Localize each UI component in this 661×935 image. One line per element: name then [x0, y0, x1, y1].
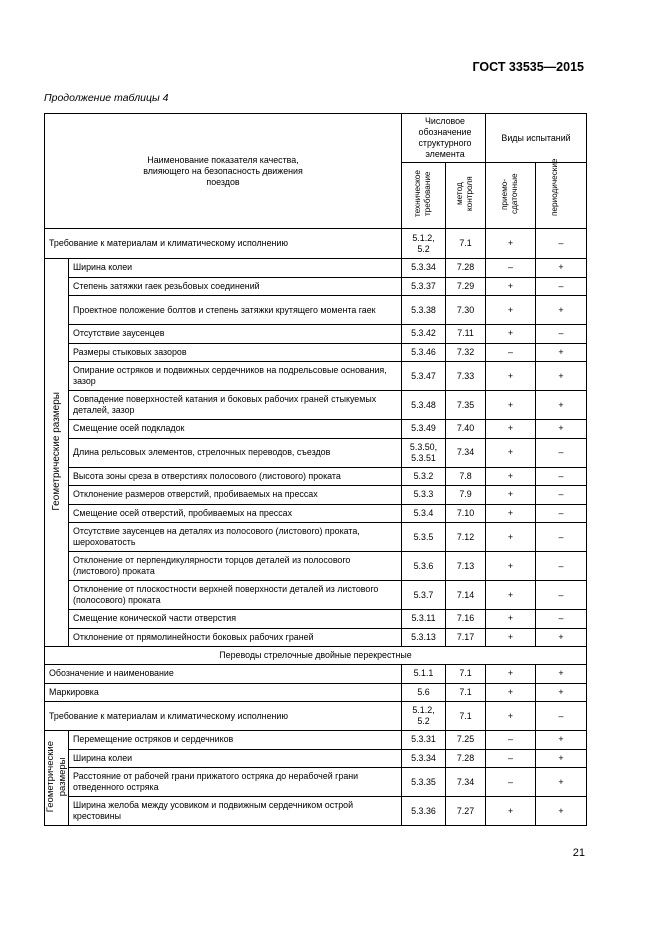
- control-method-ref: 7.34: [446, 438, 486, 467]
- indicator-name: Отклонение от прямолинейности боковых рабочих граней: [69, 628, 402, 647]
- tech-requirement-ref: 5.3.34: [402, 749, 446, 768]
- indicator-name: Ширина колеи: [69, 259, 402, 278]
- table-caption: Продолжение таблицы 4: [44, 92, 169, 104]
- quality-indicators-table: [44, 113, 587, 826]
- acceptance-test-mark: +: [486, 523, 536, 552]
- group-label-text: Геометрические размеры: [50, 391, 62, 511]
- group-label-line-1: Геометрические: [45, 740, 56, 813]
- periodic-test-mark: –: [536, 702, 587, 731]
- acceptance-test-mark: –: [486, 343, 536, 362]
- group-label-line-2: размеры: [57, 757, 68, 796]
- table-row: [45, 259, 587, 278]
- header-tech-req: техническое требование: [402, 163, 446, 229]
- periodic-test-mark: +: [536, 683, 587, 702]
- indicator-name: Расстояние от рабочей грани прижатого остряка до нерабочей грани отведенного остряка: [69, 768, 402, 797]
- header-row-1: [45, 114, 587, 163]
- control-method-ref: 7.33: [446, 362, 486, 391]
- tech-requirement-ref: 5.3.3: [402, 486, 446, 505]
- indicator-name: Длина рельсовых элементов, стрелочных переводов, съездов: [69, 438, 402, 467]
- indicator-name: Высота зоны среза в отверстиях полосового (листового) проката: [69, 467, 402, 486]
- acceptance-test-mark: +: [486, 610, 536, 629]
- tech-requirement-ref: 5.3.2: [402, 467, 446, 486]
- periodic-test-mark: –: [536, 581, 587, 610]
- control-method-ref: 7.13: [446, 552, 486, 581]
- tech-requirement-ref: 5.1.1: [402, 665, 446, 684]
- periodic-test-mark: –: [536, 523, 587, 552]
- control-method-ref: 7.34: [446, 768, 486, 797]
- acceptance-test-mark: +: [486, 702, 536, 731]
- acceptance-test-mark: +: [486, 504, 536, 523]
- header-element-number: Числовое обозначение структурного элемента: [402, 114, 486, 163]
- periodic-test-mark: –: [536, 486, 587, 505]
- header-name-col: Наименование показателя качества, влияющего на безопасность движения поездов: [45, 114, 402, 229]
- table-row: [45, 296, 587, 325]
- tech-requirement-ref: 5.3.35: [402, 768, 446, 797]
- control-method-ref: 7.8: [446, 467, 486, 486]
- document-id: ГОСТ 33535—2015: [472, 60, 584, 74]
- tech-requirement-ref: 5.3.38: [402, 296, 446, 325]
- periodic-test-mark: +: [536, 420, 587, 439]
- acceptance-test-mark: +: [486, 296, 536, 325]
- table-row: [45, 362, 587, 391]
- acceptance-test-mark: –: [486, 259, 536, 278]
- header-control-method: метод контроля: [446, 163, 486, 229]
- acceptance-test-mark: +: [486, 486, 536, 505]
- indicator-name: Ширина колеи: [69, 749, 402, 768]
- indicator-name: Маркировка: [45, 683, 402, 702]
- periodic-test-mark: –: [536, 325, 587, 344]
- table-row: [45, 523, 587, 552]
- table-row: [45, 797, 587, 826]
- acceptance-test-mark: +: [486, 665, 536, 684]
- tech-requirement-ref: 5.3.13: [402, 628, 446, 647]
- section-row: [45, 647, 587, 665]
- indicator-name: Размеры стыковых зазоров: [69, 343, 402, 362]
- table-row: [45, 610, 587, 629]
- tech-requirement-ref: 5.3.5: [402, 523, 446, 552]
- control-method-ref: 7.27: [446, 797, 486, 826]
- indicator-name: Перемещение остряков и сердечников: [69, 731, 402, 750]
- periodic-test-mark: +: [536, 391, 587, 420]
- acceptance-test-mark: +: [486, 362, 536, 391]
- table-row: [45, 665, 587, 684]
- indicator-name: Отсутствие заусенцев на деталях из полосового (листового) проката, шероховатость: [69, 523, 402, 552]
- indicator-name: Ширина желоба между усовиком и подвижным сердечником острой крестовины: [69, 797, 402, 826]
- table-row: [45, 552, 587, 581]
- tech-requirement-ref: 5.3.50, 5.3.51: [402, 438, 446, 467]
- indicator-name: Отклонение размеров отверстий, пробиваемых на прессах: [69, 486, 402, 505]
- control-method-ref: 7.28: [446, 259, 486, 278]
- control-method-ref: 7.14: [446, 581, 486, 610]
- control-method-ref: 7.28: [446, 749, 486, 768]
- table-row: [45, 438, 587, 467]
- tech-requirement-ref: 5.3.47: [402, 362, 446, 391]
- table-row: [45, 486, 587, 505]
- table-row: [45, 628, 587, 647]
- table-row: [45, 467, 587, 486]
- periodic-test-mark: +: [536, 768, 587, 797]
- tech-requirement-ref: 5.3.36: [402, 797, 446, 826]
- tech-requirement-ref: 5.6: [402, 683, 446, 702]
- acceptance-test-mark: –: [486, 768, 536, 797]
- section-title: Переводы стрелочные двойные перекрестные: [45, 647, 587, 665]
- periodic-test-mark: –: [536, 467, 587, 486]
- table-row: [45, 391, 587, 420]
- group-label-text: [45, 741, 69, 812]
- tech-requirement-ref: 5.3.42: [402, 325, 446, 344]
- periodic-test-mark: +: [536, 362, 587, 391]
- acceptance-test-mark: +: [486, 581, 536, 610]
- indicator-name: Проектное положение болтов и степень затяжки крутящего момента гаек: [69, 296, 402, 325]
- periodic-test-mark: +: [536, 797, 587, 826]
- periodic-test-mark: +: [536, 665, 587, 684]
- group-label-geometric-dimensions: [45, 259, 69, 647]
- tech-requirement-ref: 5.3.6: [402, 552, 446, 581]
- control-method-ref: 7.1: [446, 702, 486, 731]
- acceptance-test-mark: +: [486, 628, 536, 647]
- periodic-test-mark: –: [536, 552, 587, 581]
- control-method-ref: 7.1: [446, 229, 486, 259]
- indicator-name: Степень затяжки гаек резьбовых соединений: [69, 277, 402, 296]
- acceptance-test-mark: +: [486, 438, 536, 467]
- periodic-test-mark: –: [536, 504, 587, 523]
- table-row: [45, 749, 587, 768]
- indicator-name: Требование к материалам и климатическому исполнению: [45, 702, 402, 731]
- indicator-name: Смещение осей отверстий, пробиваемых на прессах: [69, 504, 402, 523]
- periodic-test-mark: –: [536, 277, 587, 296]
- acceptance-test-mark: +: [486, 467, 536, 486]
- table-row: [45, 229, 587, 259]
- header-acceptance: приемо-сдаточные: [486, 163, 536, 229]
- tech-requirement-ref: 5.1.2, 5.2: [402, 702, 446, 731]
- tech-requirement-ref: 5.1.2, 5.2: [402, 229, 446, 259]
- control-method-ref: 7.9: [446, 486, 486, 505]
- table-row: [45, 581, 587, 610]
- periodic-test-mark: +: [536, 296, 587, 325]
- page-number: 21: [572, 847, 585, 859]
- header-periodic: периодические: [536, 163, 587, 229]
- tech-requirement-ref: 5.3.31: [402, 731, 446, 750]
- indicator-name: Смещение конической части отверстия: [69, 610, 402, 629]
- control-method-ref: 7.25: [446, 731, 486, 750]
- indicator-name: Обозначение и наименование: [45, 665, 402, 684]
- table-row: [45, 731, 587, 750]
- indicator-name: Опирание остряков и подвижных сердечников на подрельсовые основания, зазор: [69, 362, 402, 391]
- periodic-test-mark: +: [536, 749, 587, 768]
- group-label-geometric-dimensions-2: [45, 731, 69, 826]
- control-method-ref: 7.30: [446, 296, 486, 325]
- acceptance-test-mark: +: [486, 552, 536, 581]
- periodic-test-mark: –: [536, 610, 587, 629]
- periodic-test-mark: +: [536, 259, 587, 278]
- table-row: [45, 504, 587, 523]
- tech-requirement-ref: 5.3.4: [402, 504, 446, 523]
- table-row: [45, 702, 587, 731]
- tech-requirement-ref: 5.3.34: [402, 259, 446, 278]
- control-method-ref: 7.29: [446, 277, 486, 296]
- indicator-name: Совпадение поверхностей катания и боковых рабочих граней стыкуемых деталей, зазор: [69, 391, 402, 420]
- control-method-ref: 7.17: [446, 628, 486, 647]
- indicator-name: Смещение осей подкладок: [69, 420, 402, 439]
- indicator-name: Отклонение от плоскостности верхней поверхности деталей из листового (полосового) проката: [69, 581, 402, 610]
- table-row: [45, 277, 587, 296]
- periodic-test-mark: +: [536, 628, 587, 647]
- tech-requirement-ref: 5.3.11: [402, 610, 446, 629]
- control-method-ref: 7.1: [446, 665, 486, 684]
- control-method-ref: 7.35: [446, 391, 486, 420]
- acceptance-test-mark: +: [486, 229, 536, 259]
- acceptance-test-mark: +: [486, 420, 536, 439]
- acceptance-test-mark: –: [486, 731, 536, 750]
- periodic-test-mark: +: [536, 731, 587, 750]
- table-row: [45, 683, 587, 702]
- control-method-ref: 7.11: [446, 325, 486, 344]
- acceptance-test-mark: +: [486, 797, 536, 826]
- table-row: [45, 343, 587, 362]
- control-method-ref: 7.10: [446, 504, 486, 523]
- acceptance-test-mark: +: [486, 325, 536, 344]
- acceptance-test-mark: +: [486, 683, 536, 702]
- tech-requirement-ref: 5.3.37: [402, 277, 446, 296]
- table-row: [45, 768, 587, 797]
- indicator-name: Отклонение от перпендикулярности торцов деталей из полосового (листового) проката: [69, 552, 402, 581]
- periodic-test-mark: –: [536, 438, 587, 467]
- tech-requirement-ref: 5.3.48: [402, 391, 446, 420]
- acceptance-test-mark: +: [486, 391, 536, 420]
- control-method-ref: 7.16: [446, 610, 486, 629]
- periodic-test-mark: –: [536, 229, 587, 259]
- table-row: [45, 420, 587, 439]
- periodic-test-mark: +: [536, 343, 587, 362]
- control-method-ref: 7.12: [446, 523, 486, 552]
- control-method-ref: 7.1: [446, 683, 486, 702]
- tech-requirement-ref: 5.3.49: [402, 420, 446, 439]
- tech-requirement-ref: 5.3.7: [402, 581, 446, 610]
- indicator-name: Требование к материалам и климатическому исполнению: [45, 229, 402, 259]
- header-test-types: Виды испытаний: [486, 114, 587, 163]
- acceptance-test-mark: –: [486, 749, 536, 768]
- tech-requirement-ref: 5.3.46: [402, 343, 446, 362]
- indicator-name: Отсутствие заусенцев: [69, 325, 402, 344]
- table-row: [45, 325, 587, 344]
- acceptance-test-mark: +: [486, 277, 536, 296]
- control-method-ref: 7.40: [446, 420, 486, 439]
- control-method-ref: 7.32: [446, 343, 486, 362]
